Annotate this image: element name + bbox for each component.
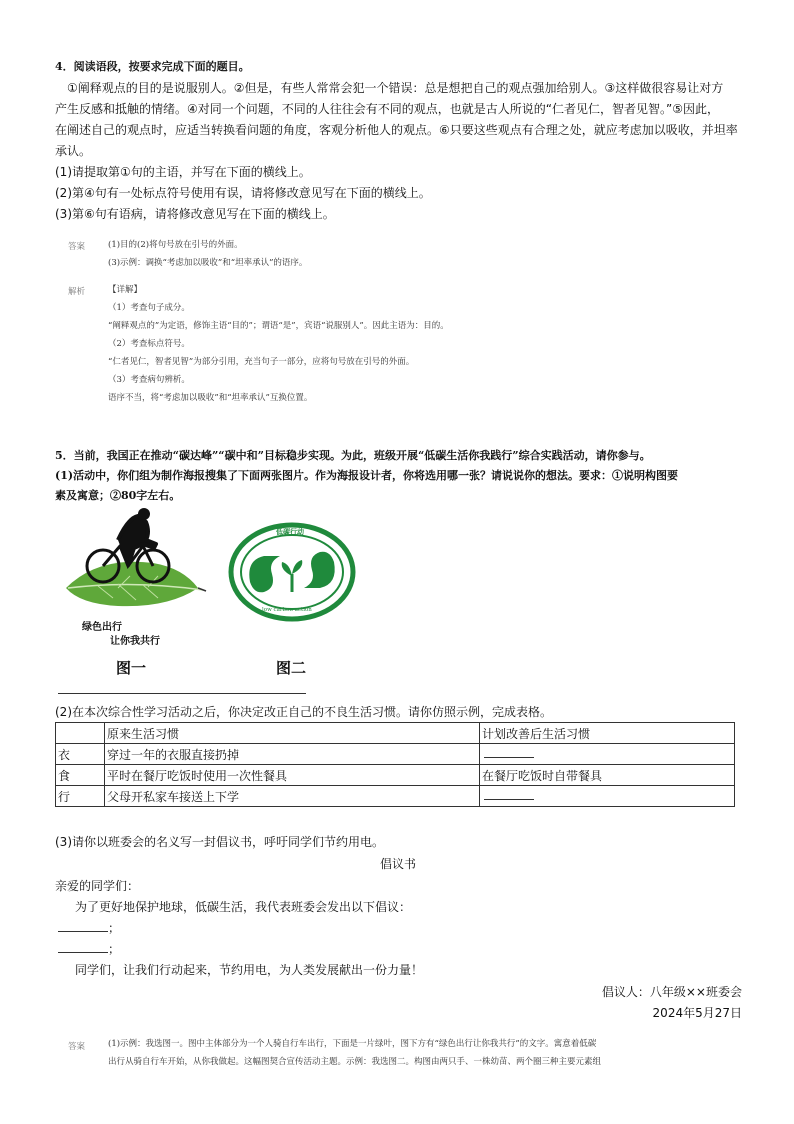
- analysis-line: （3）考查病句辨析。: [108, 375, 190, 385]
- answer-line: 出行从骑自行车开始，从你我做起。这幅图契合宣传活动主题。示例：我选图二。构图由两只手、一株幼苗、两个圈三种主要元素组: [108, 1057, 602, 1067]
- letter-greeting: 亲爱的同学们：: [55, 879, 140, 893]
- logo-top-text: 低碳行动: [276, 528, 304, 536]
- passage-line: 产生反感和抵触的情绪。④对同一个问题，不同的人往往会有不同的观点，也就是古人所说的“仁者见仁，智者见智。”⑤因此，: [55, 102, 719, 116]
- analysis-tag: 解析: [68, 287, 86, 297]
- q5-title-line: 素及寓意；②80字左右。: [55, 489, 181, 502]
- letter-intro: 为了更好地保护地球，低碳生活，我代表班委会发出以下倡议：: [75, 900, 412, 914]
- figure1-caption-line1: 绿色出行: [82, 622, 122, 633]
- figure2-label: 图二: [276, 659, 307, 677]
- q4-passage: [55, 78, 755, 225]
- letter-signer: 倡议人：八年级××班委会: [601, 985, 742, 999]
- habits-table: [55, 722, 735, 807]
- passage-line: ①阐释观点的目的是说服别人。②但是，有些人常常会犯一个错误：总是想把自己的观点强加给别人。③这样做很容易让对方: [67, 81, 724, 95]
- letter-closing: 同学们，让我们行动起来，节约用电，为人类发展献出一份力量！: [75, 963, 424, 977]
- answer-line: (3)示例：调换“考虑加以吸收”和“坦率承认”的语序。: [108, 258, 308, 268]
- letter-blank-1[interactable]: [58, 918, 120, 939]
- table-cell-new-blank[interactable]: [480, 744, 735, 765]
- analysis-line: 语序不当，将“考虑加以吸收”和“坦率承认”互换位置。: [108, 393, 313, 403]
- q5-title-line: 5．当前，我国正在推动“碳达峰”“碳中和”目标稳步实现。为此，班级开展“低碳生活你我践行”综合实践活动，请你参与。: [55, 449, 651, 462]
- figure-2: [228, 522, 356, 622]
- figure1-caption-line2: 让你我共行: [110, 636, 160, 647]
- answer-line: (1)示例：我选图一。图中主体部分为一个人骑自行车出行，下面是一片绿叶，图下方有“绿色出行让你我共行”的文字。寓意着低碳: [108, 1039, 597, 1049]
- subquestion: (1)请提取第①句的主语，并写在下面的横线上。: [55, 165, 311, 179]
- answer-tag: 答案: [68, 242, 86, 252]
- analysis-line: “仁者见仁，智者见智”为部分引用，充当句子一部分，应将句号放在引号的外面。: [108, 357, 415, 367]
- letter-date: 2024年5月27日: [652, 1006, 742, 1020]
- passage-line: 在阐述自己的观点时，应适当转换看问题的角度，客观分析他人的观点。⑥只要这些观点有合理之处，就应考虑加以吸收，并坦率: [55, 123, 738, 137]
- blank-end: ；: [108, 921, 121, 935]
- table-cell-old: 父母开私家车接送上下学: [105, 786, 480, 807]
- table-row: [56, 744, 735, 765]
- table-cell-old: 平时在餐厅吃饭时使用一次性餐具: [105, 765, 480, 786]
- analysis-line: （2）考查标点符号。: [108, 339, 190, 349]
- table-cell-old: 穿过一年的衣服直接扔掉: [105, 744, 480, 765]
- subquestion: (3)第⑥句有语病，请将修改意见写在下面的横线上。: [55, 207, 335, 221]
- answer-underline[interactable]: [58, 693, 306, 694]
- answer-line: (1)目的(2)将句号放在引号的外面。: [108, 240, 243, 250]
- subquestion: (2)第④句有一处标点符号使用有误，请将修改意见写在下面的横线上。: [55, 186, 431, 200]
- table-cell-new: 在餐厅吃饭时自带餐具: [480, 765, 735, 786]
- table-row: [56, 765, 735, 786]
- figure1-label: 图一: [116, 659, 147, 677]
- analysis-line: （1）考查句子成分。: [108, 303, 190, 313]
- analysis-line: “阐释观点的”为定语，修饰主语“目的”；谓语“是”，宾语“说服别人”。因此主语为：目的。: [108, 321, 449, 331]
- q5-sub2: (2)在本次综合性学习活动之后，你决定改正自己的不良生活习惯。请你仿照示例，完成表格。: [55, 705, 553, 719]
- q5-title: [55, 446, 775, 506]
- figure-1: [58, 508, 208, 648]
- table-cell-category: 食: [56, 765, 105, 786]
- q5-title-line: (1)活动中，你们组为制作海报搜集了下面两张图片。作为海报设计者，你将选用哪一张？请说说你的想法。要求：①说明构图要: [55, 469, 679, 482]
- q5-answer: [108, 1035, 601, 1071]
- q4-answer: [108, 236, 307, 272]
- table-header-cell: 原来生活习惯: [105, 723, 480, 744]
- letter-blank-2[interactable]: [58, 939, 120, 960]
- q4-title: 4．阅读语段，按要求完成下面的题目。: [55, 60, 250, 73]
- letter-title: 倡议书: [380, 857, 417, 871]
- table-cell-category: 行: [56, 786, 105, 807]
- table-row: [56, 786, 735, 807]
- table-header-row: [56, 723, 735, 744]
- table-cell-category: 衣: [56, 744, 105, 765]
- q5-sub3: (3)请你以班委会的名义写一封倡议书，呼吁同学们节约用电。: [55, 835, 385, 849]
- table-header-cell: 计划改善后生活习惯: [480, 723, 735, 744]
- blank-end: ；: [108, 942, 121, 956]
- logo-bottom-text: low carbon action: [262, 607, 312, 613]
- q4-analysis: [108, 281, 449, 407]
- analysis-line: 【详解】: [108, 285, 143, 295]
- table-cell-new-blank[interactable]: [480, 786, 735, 807]
- answer-tag: 答案: [68, 1042, 86, 1052]
- cyclist-leaf-icon: [58, 508, 208, 613]
- table-header-cell: [56, 723, 105, 744]
- passage-line: 承认。: [55, 144, 92, 158]
